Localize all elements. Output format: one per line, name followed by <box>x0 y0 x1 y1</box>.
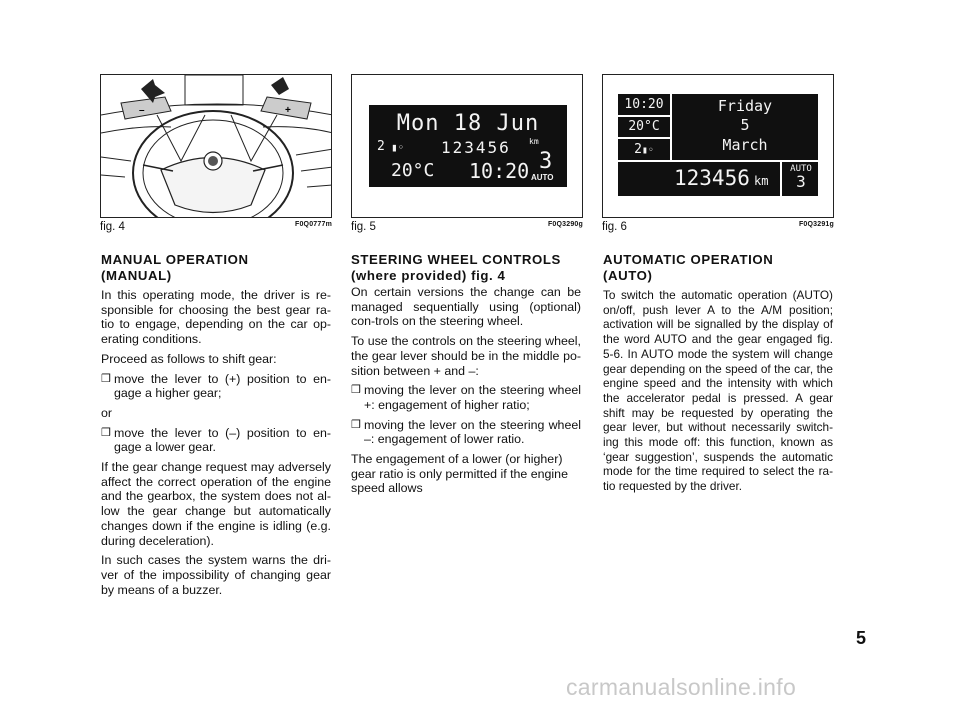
fuel-level-icon: ▮◦ <box>391 141 405 154</box>
figure-6-caption <box>602 221 834 233</box>
column-automatic-operation <box>603 252 833 499</box>
heading-line-2: (MANUAL) <box>101 267 172 283</box>
figure-6-display <box>602 74 834 218</box>
paragraph: The engagement of a lower (or higher) gear ratio is only permitted if the engine speed allows <box>351 452 568 496</box>
figure-6-code: F0Q3291g <box>798 221 834 228</box>
display-temperature: 20°C <box>618 117 670 139</box>
figure-4-caption <box>100 221 332 233</box>
figure-5-label: fig. 5 <box>351 221 376 233</box>
figure-5-display <box>351 74 583 218</box>
fuel-level-icon: ▮◦ <box>641 145 654 156</box>
section-heading <box>351 252 581 283</box>
display-time: 10:20 <box>618 94 670 117</box>
bullet-text: moving the lever on the steering wheel –: engagement of lower ratio. <box>364 417 581 447</box>
display-auto-label: AUTO <box>790 164 812 174</box>
column-steering-wheel-controls <box>351 252 581 501</box>
svg-text:–: – <box>139 105 145 116</box>
paragraph: In such cases the system warns the dri-ver of the impossibility of changing gear by means of a buzzer. <box>101 553 331 597</box>
section-heading <box>603 252 833 283</box>
display-gear-left: 2 <box>377 139 385 154</box>
paragraph: or <box>101 405 113 420</box>
figure-5-caption <box>351 221 583 233</box>
display-panel <box>618 94 818 196</box>
display-date-number: 5 <box>740 116 750 134</box>
display-month: March <box>722 136 768 154</box>
bullet-item <box>351 383 581 412</box>
checkbox-bullet-icon: ❒ <box>351 418 361 431</box>
paragraph: On certain versions the change can be managed sequentially using (optional) con-trols on the steering wheel. <box>351 285 581 329</box>
heading-line-2: (where provided) fig. 4 <box>351 267 506 283</box>
bullet-text: move the lever to (–) position to en-gage a lower gear. <box>114 425 331 455</box>
bullet-text: moving the lever on the steering wheel +: engagement of higher ratio; <box>364 383 581 412</box>
figure-4-label: fig. 4 <box>100 221 125 233</box>
display-auto-label: AUTO <box>531 173 554 182</box>
page-number: 5 <box>856 628 867 648</box>
paragraph: In this operating mode, the driver is re-sponsible for choosing the best gear ra-tio to engage, depending on the car op-erating conditions. <box>101 288 331 347</box>
heading-line-2: (AUTO) <box>603 267 653 283</box>
steering-wheel-illustration <box>101 75 332 218</box>
display-date: Mon 18 Jun <box>396 111 540 136</box>
figure-4-code: F0Q0777m <box>294 221 332 228</box>
heading-line-1: AUTOMATIC OPERATION <box>603 252 774 267</box>
display-gear: 3 <box>539 149 553 174</box>
paragraph: Proceed as follows to shift gear: <box>101 351 277 366</box>
column-manual-operation <box>101 252 331 602</box>
bullet-item <box>351 418 581 447</box>
display-temperature: 20°C <box>391 160 435 181</box>
checkbox-bullet-icon: ❒ <box>351 384 361 397</box>
display-gear: 3 <box>796 172 806 191</box>
display-km-unit: km <box>754 174 769 188</box>
paragraph: To use the controls on the steering wheel, the gear lever should be in the middle po-sition between + and –: <box>351 334 581 378</box>
left-info-stack <box>618 94 672 160</box>
display-odometer: 123456 <box>674 166 750 190</box>
display-panel <box>369 105 567 187</box>
display-odometer: 123456 <box>441 138 511 157</box>
paragraph: To switch the automatic operation (AUTO) on/off, push lever A to the A/M position; activation will be signalled by the display of the word AUTO and the gear engaged fig. 5-6. In AUTO mode the system will change gear depending on the speed of the car, the engine speed and the intensity with which the accelerator pedal is pressed. A gear shift may be requested by operating the gear lever, but without necessarily switch-ing this mode off: this function, known as ‘gear suggestion’, suspends the automatic mode for the time required to select the ra-tio requested by the driver. <box>603 288 833 494</box>
paragraph: If the gear change request may adversely affect the correct operation of the engine and the gearbox, the system does not al-low the gear change but automatically changes down if the engine is idling (e.g. during deceleration). <box>101 460 331 548</box>
figure-4-steering-wheel <box>100 74 332 218</box>
svg-text:+: + <box>285 105 291 116</box>
bullet-item <box>101 426 331 455</box>
bullet-item <box>101 372 331 401</box>
heading-line-1: STEERING WHEEL CONTROLS <box>351 252 561 267</box>
figure-6-label: fig. 6 <box>602 221 627 233</box>
watermark: carmanualsonline.info <box>566 674 797 700</box>
display-km-unit: km <box>529 137 539 146</box>
figure-5-code: F0Q3290g <box>547 221 583 228</box>
display-gear-left: 2 <box>634 142 642 157</box>
bullet-text: move the lever to (+) position to en-gage a higher gear; <box>114 371 331 401</box>
display-gear-row <box>618 139 670 160</box>
section-heading <box>101 252 331 283</box>
checkbox-bullet-icon: ❒ <box>101 426 111 439</box>
display-time: 10:20 <box>469 159 530 183</box>
heading-line-1: MANUAL OPERATION <box>101 252 249 267</box>
display-gear-box <box>780 162 820 196</box>
display-day: Friday <box>717 97 773 115</box>
checkbox-bullet-icon: ❒ <box>101 372 111 385</box>
